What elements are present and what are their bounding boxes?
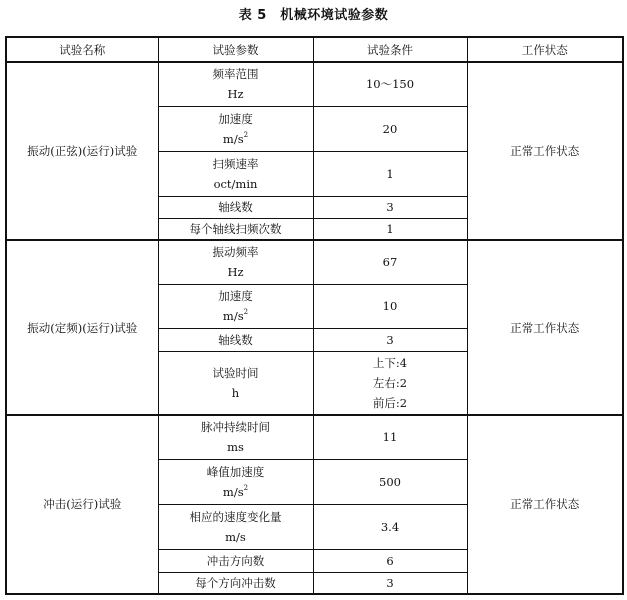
param-label-text: 每个方向冲击数 xyxy=(195,575,276,590)
test-param-cell xyxy=(158,240,313,284)
condition-value: 1 xyxy=(386,166,394,181)
param-label-text: 每个轴线扫频次数 xyxy=(189,221,282,236)
table-title: 表 5 机械环境试验参数 xyxy=(238,8,389,23)
test-param-cell xyxy=(158,351,313,415)
test-condition-cell xyxy=(313,218,467,240)
test-param-cell xyxy=(158,62,313,106)
test-condition-cell xyxy=(313,151,467,196)
condition-value: 10～150 xyxy=(365,77,415,92)
param-label-text: 试验时间 xyxy=(212,365,259,380)
table-row xyxy=(6,240,623,284)
unit-exponent: 2 xyxy=(243,308,249,316)
param-label xyxy=(159,154,313,174)
test-param-cell xyxy=(158,151,313,196)
param-label-text: 加速度 xyxy=(218,111,253,126)
param-unit xyxy=(159,306,313,326)
table-row xyxy=(6,415,623,459)
param-label-text: 加速度 xyxy=(218,289,253,303)
param-label xyxy=(159,109,313,129)
unit-exponent: 2 xyxy=(243,483,249,492)
param-unit-text: Hz xyxy=(227,265,244,280)
param-label xyxy=(159,330,313,350)
test-param-cell xyxy=(158,284,313,328)
test-condition-cell xyxy=(313,284,467,328)
table-row xyxy=(6,62,623,106)
param-label-text: 脉冲持续时间 xyxy=(201,420,270,435)
param-label xyxy=(159,573,313,593)
param-unit xyxy=(159,262,313,282)
header-test-param: 试验参数 xyxy=(158,37,313,62)
param-label-text: 轴线数 xyxy=(218,332,253,347)
test-param-cell xyxy=(158,504,313,549)
header-test-condition: 试验条件 xyxy=(313,37,467,62)
param-unit-text: m/s xyxy=(222,484,244,499)
test-condition-cell xyxy=(313,328,467,351)
test-param-cell xyxy=(158,549,313,572)
table-body xyxy=(6,62,623,594)
param-unit-text: oct/min xyxy=(213,176,258,191)
test-name-cell: 振动(定频)(运行)试验 xyxy=(6,240,158,415)
test-name-cell: 冲击(运行)试验 xyxy=(6,415,158,594)
param-unit xyxy=(159,383,313,403)
work-state-cell: 正常工作状态 xyxy=(467,62,623,240)
condition-value: 67 xyxy=(382,255,398,270)
param-label xyxy=(159,64,313,84)
param-unit xyxy=(159,129,313,149)
condition-value: 3 xyxy=(386,575,394,590)
param-unit xyxy=(159,84,313,104)
condition-value: 左右:2 xyxy=(372,375,408,390)
condition-value: 3 xyxy=(386,332,394,347)
test-name-cell: 振动(正弦)(运行)试验 xyxy=(6,62,158,240)
condition-value: 前后:2 xyxy=(372,395,408,410)
param-label xyxy=(159,197,313,217)
test-condition-cell xyxy=(313,415,467,459)
param-label xyxy=(159,551,313,571)
param-label xyxy=(159,462,313,482)
test-param-cell xyxy=(158,572,313,594)
param-unit xyxy=(159,527,313,547)
condition-value: 11 xyxy=(382,430,398,445)
test-param-cell xyxy=(158,196,313,218)
param-unit-text: m/s xyxy=(225,529,246,544)
condition-value: 10 xyxy=(382,299,398,313)
param-label xyxy=(159,507,313,527)
work-state-cell: 正常工作状态 xyxy=(467,240,623,415)
header-row xyxy=(6,37,623,62)
parameters-table xyxy=(5,36,624,595)
param-label-text: 冲击方向数 xyxy=(206,553,265,568)
condition-value: 3 xyxy=(386,200,394,214)
param-label xyxy=(159,286,313,306)
test-condition-cell xyxy=(313,572,467,594)
condition-value: 1 xyxy=(386,221,394,236)
test-condition-cell xyxy=(313,459,467,504)
param-label xyxy=(159,242,313,262)
test-param-cell xyxy=(158,328,313,351)
test-condition-cell xyxy=(313,106,467,151)
header-work-state: 工作状态 xyxy=(467,37,623,62)
test-param-cell xyxy=(158,415,313,459)
test-condition-cell xyxy=(313,196,467,218)
header-test-name: 试验名称 xyxy=(6,37,158,62)
param-unit-text: ms xyxy=(227,440,244,455)
test-param-cell xyxy=(158,106,313,151)
param-label-text: 峰值加速度 xyxy=(206,464,265,479)
param-label-text: 频率范围 xyxy=(212,67,259,82)
param-label-text: 轴线数 xyxy=(218,200,253,214)
param-unit xyxy=(159,174,313,194)
param-label-text: 扫频速率 xyxy=(212,156,259,171)
test-condition-cell xyxy=(313,549,467,572)
test-condition-cell xyxy=(313,504,467,549)
param-unit xyxy=(159,482,313,502)
condition-value: 上下:4 xyxy=(372,355,408,370)
param-label-text: 振动频率 xyxy=(212,245,259,260)
param-unit-text: m/s xyxy=(222,131,244,146)
param-unit-text: h xyxy=(231,385,240,400)
condition-value: 500 xyxy=(379,474,401,489)
param-label-text: 相应的速度变化量 xyxy=(189,509,282,524)
param-unit-text: Hz xyxy=(227,87,244,102)
param-unit xyxy=(159,437,313,457)
unit-exponent: 2 xyxy=(243,130,249,139)
condition-value: 6 xyxy=(386,553,394,568)
test-condition-cell xyxy=(313,240,467,284)
test-param-cell xyxy=(158,218,313,240)
condition-value: 3.4 xyxy=(380,519,400,534)
param-label xyxy=(159,219,313,239)
condition-value: 20 xyxy=(382,121,398,136)
param-label xyxy=(159,363,313,383)
test-param-cell xyxy=(158,459,313,504)
work-state-cell: 正常工作状态 xyxy=(467,415,623,594)
param-label xyxy=(159,417,313,437)
param-unit-text: m/s xyxy=(222,309,244,323)
test-condition-cell xyxy=(313,351,467,415)
test-condition-cell xyxy=(313,62,467,106)
